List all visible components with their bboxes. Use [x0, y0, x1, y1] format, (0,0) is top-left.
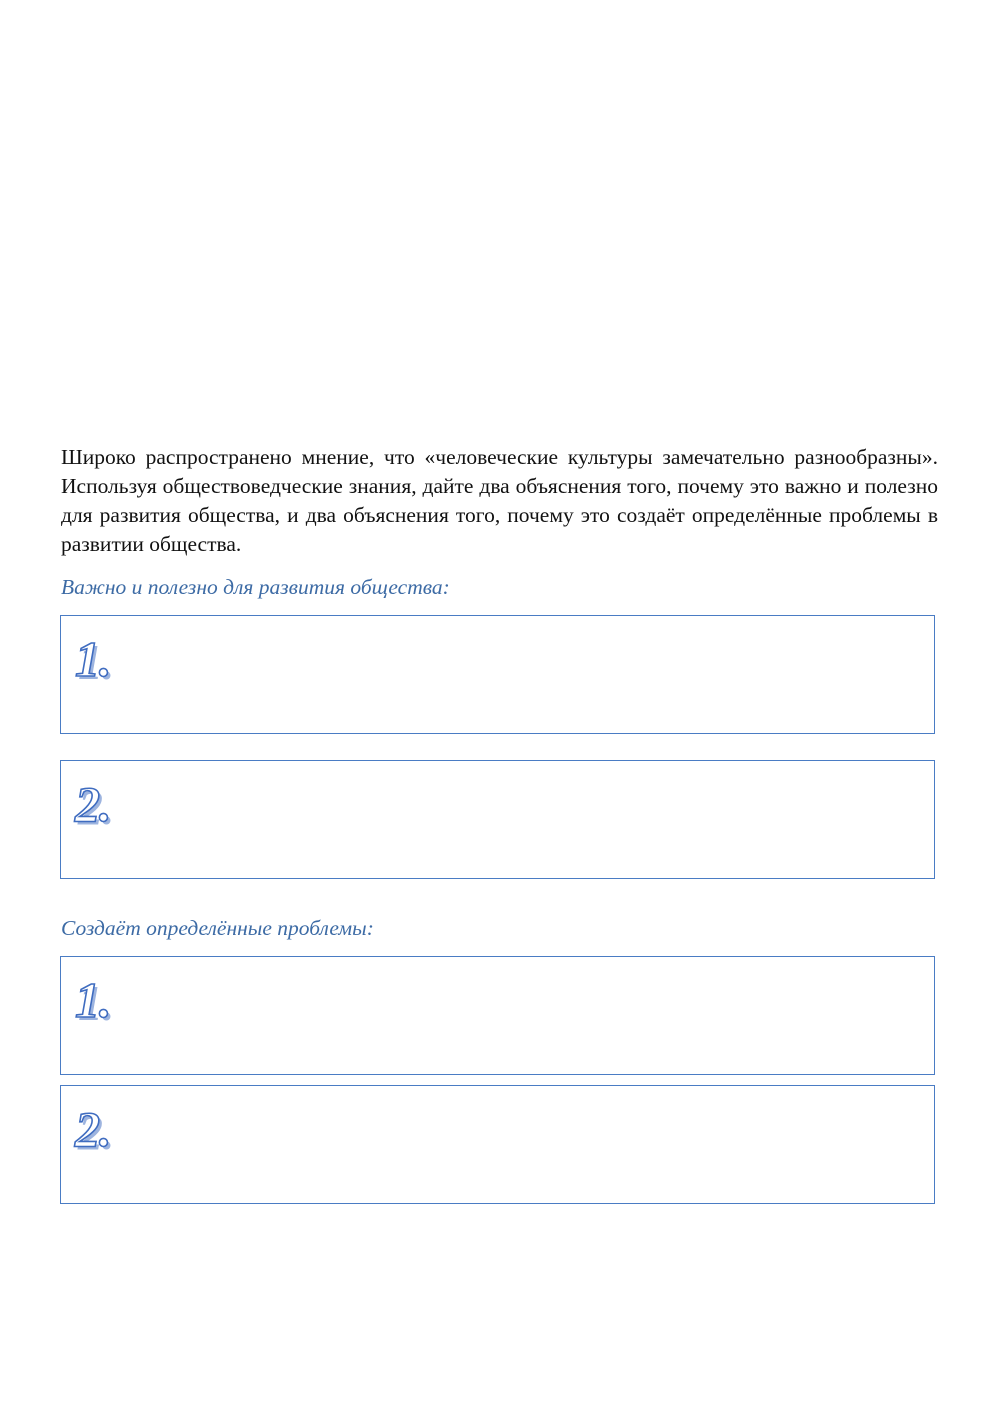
answer-number: 2.: [75, 1101, 111, 1157]
answer-box-problem-2[interactable]: [60, 1085, 935, 1204]
answer-box-benefit-1[interactable]: [60, 615, 935, 734]
section-heading-problems: Создаёт определённые проблемы:: [61, 916, 374, 940]
answer-box-problem-1[interactable]: [60, 956, 935, 1075]
task-text: Широко распространено мнение, что «человеческие культуры замечательно разнообразны». Используя обществоведческие знания, дайте два объяснения того, почему это важно и полезно для развития общества, и два объяснения того, почему это создаёт определённые проблемы в развитии общества.: [61, 445, 938, 556]
answer-box-benefit-2[interactable]: [60, 760, 935, 879]
answer-number: 1.: [75, 972, 111, 1028]
section-heading-benefits: Важно и полезно для развития общества:: [61, 575, 450, 599]
answer-number: 1.: [75, 631, 111, 687]
answer-number: 2.: [75, 776, 111, 832]
